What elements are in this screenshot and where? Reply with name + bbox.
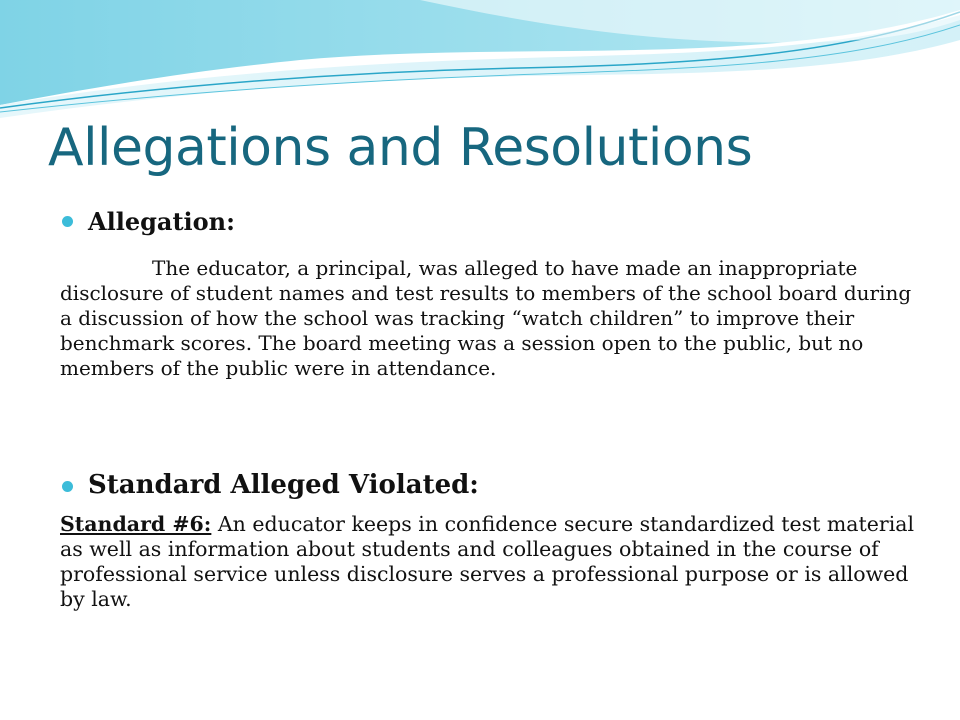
decorative-wave-banner — [0, 0, 960, 130]
bullet-dot-icon — [62, 216, 73, 227]
standard-text: An educator keeps in confidence secure standardized test material as well as information about students and colleagues obtained in the course of professional service unless disclosure serves a professional purpose or is allowed by law. — [60, 512, 915, 611]
standard-violated-heading: Standard Alleged Violated: — [88, 470, 479, 500]
slide-title: Allegations and Resolutions — [48, 118, 753, 178]
bullet-dot-icon — [62, 481, 73, 492]
allegation-heading: Allegation: — [88, 207, 235, 236]
standard-number-label: Standard #6: — [60, 512, 212, 536]
allegation-paragraph — [60, 256, 920, 381]
allegation-text: The educator, a principal, was alleged to have made an inappropriate disclosure of student names and test results to members of the school board during a discussion of how the school was tracking “watch children” to improve their benchmark scores. The board meeting was a session open to the public, but no members of the public were in attendance. — [60, 256, 912, 380]
bullet-allegation — [62, 207, 362, 239]
bullet-standard-violated — [62, 471, 522, 505]
standard-paragraph — [60, 512, 920, 612]
